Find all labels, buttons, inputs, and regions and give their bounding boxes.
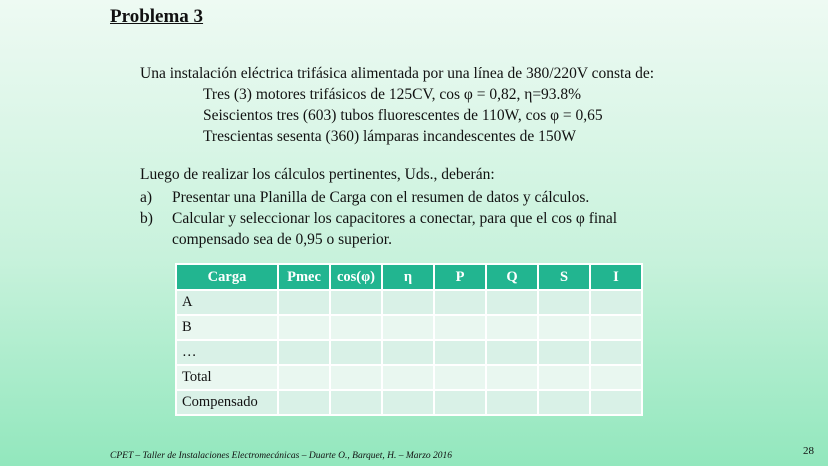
table-cell	[590, 340, 642, 365]
table-cell	[434, 340, 486, 365]
table-cell	[590, 315, 642, 340]
header-p: P	[434, 264, 486, 290]
header-pmec: Pmec	[278, 264, 330, 290]
table-cell	[382, 290, 434, 315]
header-eta: η	[382, 264, 434, 290]
table-cell	[382, 340, 434, 365]
page-title: Problema 3	[110, 6, 204, 27]
header-i: I	[590, 264, 642, 290]
table-cell	[278, 290, 330, 315]
table-cell	[330, 315, 382, 340]
table-cell	[538, 290, 590, 315]
task-b-text: Calcular y seleccionar los capacitores a conectar, para que el cos φ final	[172, 210, 618, 227]
row-label: …	[176, 340, 278, 365]
table-cell	[330, 365, 382, 390]
header-q: Q	[486, 264, 538, 290]
row-label: B	[176, 315, 278, 340]
table-cell	[434, 390, 486, 415]
table-cell	[486, 390, 538, 415]
header-s: S	[538, 264, 590, 290]
table-cell	[382, 390, 434, 415]
table-cell	[278, 315, 330, 340]
table-cell	[278, 390, 330, 415]
table-row	[176, 340, 642, 365]
task-a-marker: a)	[140, 189, 153, 206]
table-header-row	[176, 264, 642, 290]
table-cell	[538, 365, 590, 390]
table-cell	[278, 365, 330, 390]
task-a-text: Presentar una Planilla de Carga con el resumen de datos y cálculos.	[172, 189, 590, 206]
table-row	[176, 315, 642, 340]
item-motors: Tres (3) motores trifásicos de 125CV, cos φ = 0,82, η=93.8%	[203, 86, 582, 103]
instruction-text: Luego de realizar los cálculos pertinentes, Uds., deberán:	[140, 166, 495, 183]
task-b-continuation: compensado sea de 0,95 o superior.	[172, 231, 392, 248]
table-cell	[486, 365, 538, 390]
item-incandescent: Trescientas sesenta (360) lámparas incandescentes de 150W	[203, 128, 577, 145]
row-label: A	[176, 290, 278, 315]
table-cell	[330, 340, 382, 365]
header-carga: Carga	[176, 264, 278, 290]
table-cell	[590, 390, 642, 415]
table-row	[176, 290, 642, 315]
table-cell	[434, 365, 486, 390]
table-cell	[330, 290, 382, 315]
table-cell	[434, 315, 486, 340]
task-b	[140, 208, 617, 229]
item-fluorescent: Seiscientos tres (603) tubos fluorescentes de 110W, cos φ = 0,65	[203, 107, 603, 124]
intro-text: Una instalación eléctrica trifásica alimentada por una línea de 380/220V consta de:	[140, 65, 655, 82]
footer-credit: CPET – Taller de Instalaciones Electromecánicas – Duarte O., Barquet, H. – Marzo 2016	[110, 451, 453, 461]
load-schedule-table	[175, 263, 643, 416]
task-b-marker: b)	[140, 210, 153, 227]
table-row	[176, 365, 642, 390]
page-number: 28	[803, 445, 814, 457]
table-cell	[590, 365, 642, 390]
row-label: Compensado	[176, 390, 278, 415]
table-cell	[538, 390, 590, 415]
table-cell	[486, 315, 538, 340]
table-cell	[382, 315, 434, 340]
table-row	[176, 390, 642, 415]
table-cell	[486, 340, 538, 365]
table-cell	[382, 365, 434, 390]
table-cell	[434, 290, 486, 315]
table-cell	[486, 290, 538, 315]
table-cell	[590, 290, 642, 315]
table-cell	[278, 340, 330, 365]
table-cell	[330, 390, 382, 415]
row-label: Total	[176, 365, 278, 390]
header-cos: cos(φ)	[330, 264, 382, 290]
task-a	[140, 187, 589, 208]
table-cell	[538, 340, 590, 365]
table-cell	[538, 315, 590, 340]
